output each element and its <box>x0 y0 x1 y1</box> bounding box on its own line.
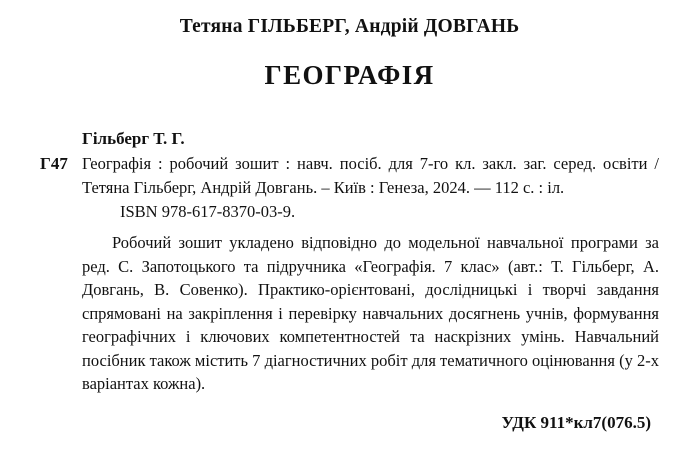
annotation-block <box>0 231 699 395</box>
isbn-line <box>82 201 659 224</box>
page-title: ГЕОГРАФІЯ <box>264 60 435 90</box>
document-page <box>0 16 699 468</box>
udc-line: УДК 911*кл7(076.5) <box>501 413 651 433</box>
cip-block <box>0 127 699 223</box>
authors-line: Тетяна ГІЛЬБЕРГ, Андрій ДОВГАНЬ <box>179 16 520 37</box>
cip-description: Географія : робочий зошит : навч. посіб. для 7-го кл. закл. заг. серед. освіти / Тетяна Гільберг, Андрій Довгань. – Київ : Генеза, 2024. — 112 с. : іл. <box>82 154 659 197</box>
isbn-value: ISBN 978-617-8370-03-9. <box>120 201 296 221</box>
cip-author-heading: Гільберг Т. Г. <box>82 129 185 148</box>
cip-body <box>40 152 659 223</box>
annotation-text: Робочий зошит укладено відповідно до модельної навчальної програми за ред. С. Запотоцького та підручника «Географія. 7 клас» (авт.: Т. Гільберг, А. Довгань, В. Совенко). Практико-орієнтовані, дослідницькі і творчі завдання спрямовані на закріплення і перевірку навчальних досягнень учнів, формування географічних і ключових компетентностей та наскрізних умінь. Навчальний посібник також містить 7 діагностичних робіт для тематичного оцінювання (у 2-х варіантах кожна). <box>82 233 659 393</box>
classification-mark: Г47 <box>40 154 68 174</box>
